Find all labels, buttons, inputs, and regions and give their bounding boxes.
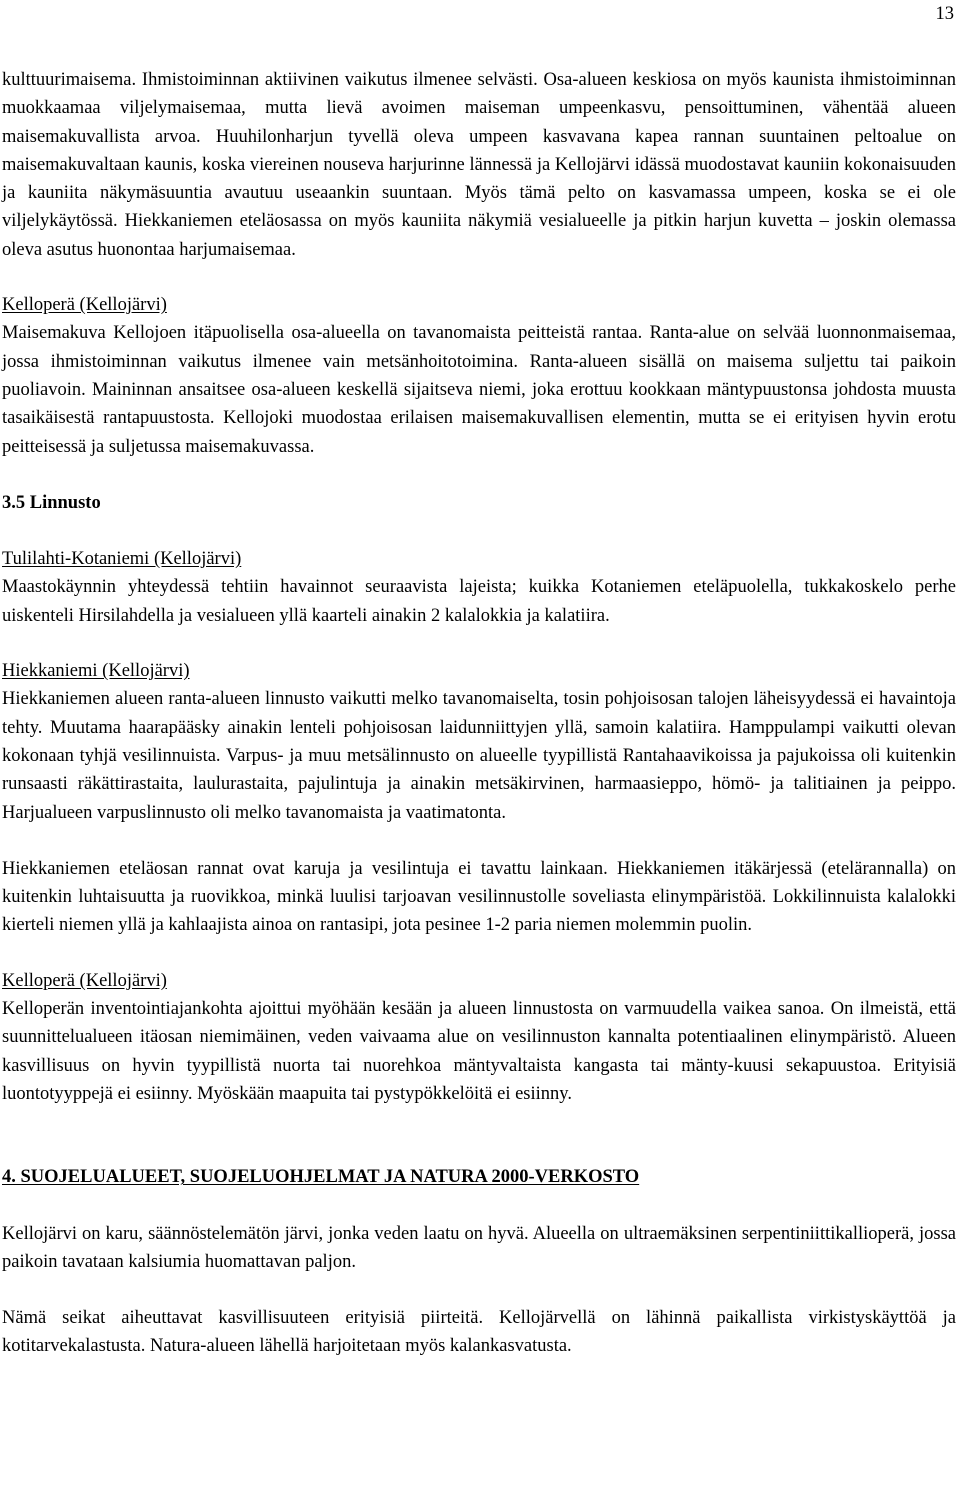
subheading-tulilahti-kotaniemi: Tulilahti-Kotaniemi (Kellojärvi) [2,549,242,570]
paragraph-landscape-kellopera: Maisemakuva Kellojoen itäpuolisella osa-alueella on tavanomaista peitteistä rantaa. Ranta-alue on selvää luonnonmaisemaa, jossa ihmistoiminnan vaikutus ilmenee vain metsänhoitotoimina. Ranta-alueen sisällä on maisema suljettu tai paikoin puoliavoin. Maininnan ansaitsee osa-alueen keskellä sijaitseva niemi, joka erottuu kookkaan mäntypuustonsa johdosta muusta tasaikäisestä rantapuustosta. Kellojoki muodostaa erilaisen maisemakuvallisen elementin, mutta se ei erityisen hyvin erotu peitteisessä ja suljetussa maisemakuvassa. [2,323,956,457]
paragraph-kellojarvi-description: Kellojärvi on karu, säännöstelemätön järvi, jonka veden laatu on hyvä. Alueella on ultraemäksinen serpentiniittikallioperä, jossa paikoin tavataan kalsiumia huomattavan paljon. [2,1223,956,1272]
subheading-kellopera-landscape: Kelloperä (Kellojärvi) [2,295,167,316]
paragraph-birds-tulilahti: Maastokäynnin yhteydessä tehtiin havainnot seuraavista lajeista; kuikka Kotaniemen eteläpuolella, tukkakoskelo perhe uiskenteli Hirsilahdella ja vesialueen yllä kaarteli ainakin 2 kalalokkia ja kalatiira. [2,577,956,626]
subheading-hiekkaniemi: Hiekkaniemi (Kellojärvi) [2,661,190,682]
paragraph-landscape-hiekkaniemi: kulttuurimaisema. Ihmistoiminnan aktiivinen vaikutus ilmenee selvästi. Osa-alueen keskiosa on myös kaunista ihmistoiminnan muokkaamaa viljelymaisemaa, mutta lievä avoimen maiseman umpeenkasvu, pensoittuminen, vähentää alueen maisemakuvallista arvoa. Huuhilonharjun tyvellä oleva umpeen kasvavana kapea rannan suuntainen peltoalue on maisemakuvaltaan kaunis, koska viereinen nouseva harjurinne lännessä ja Kellojärvi idässä muodostavat kauniin kokonaisuuden ja kauniita näkymäsuuntia avautuu useaankin suuntaan. Myös tämä pelto on kasvamassa umpeen, koska se ei ole viljelykäytössä. Hiekkaniemen eteläosassa on myös kauniita näkymiä vesialueelle ja pitkin harjun kuvetta – joskin olemassa oleva asutus huonontaa harjumaisemaa. [2,70,956,260]
chapter-heading-protected-areas: 4. SUOJELUALUEET, SUOJELUOHJELMAT JA NATURA 2000-VERKOSTO [2,1167,640,1188]
paragraph-birds-hiekkaniemi: Hiekkaniemen alueen ranta-alueen linnusto vaikutti melko tavanomaiselta, tosin pohjoisosan talojen läheisyydessä ei havaintoja tehty. Muutama haarapääsky ainakin lenteli pohjoisosan laidunniittyjen yllä, samoin kalatiira. Hamppulampi vaikutti olevan kokonaan tyhjä vesilinnuista. Varpus- ja muu metsälinnusto on alueelle tyypillistä Rantahaavikoissa ja pajukoissa oli kuitenkin runsaasti räkättirastaita, laulurastaita, pajulintuja ja ainakin metsäkirvinen, harmaasieppo, hömö- ja talitiainen ja peippo. Harjualueen varpuslinnusto oli melko tavanomaista ja vaatimatonta. [2,689,956,823]
document-body [2,66,956,1361]
subheading-kellopera-birds: Kelloperä (Kellojärvi) [2,970,167,991]
page-number: 13 [935,4,954,24]
paragraph-kellojarvi-usage: Nämä seikat aiheuttavat kasvillisuuteen erityisiä piirteitä. Kellojärvellä on lähinnä paikallista virkistyskäyttöä ja kotitarvekalastusta. Natura-alueen lähellä harjoitetaan myös kalankasvatusta. [2,1308,956,1357]
section-heading-linnusto: 3.5 Linnusto [2,492,101,513]
paragraph-birds-kellopera: Kelloperän inventointiajankohta ajoittui myöhään kesään ja alueen linnustosta on varmuudella vaikea sanoa. On ilmeistä, että suunnittelualueen itäosan niemimäinen, veden vaivaama alue on vesilinnuston kannalta potentiaalinen elinympäristö. Alueen kasvillisuus on hyvin tyypillistä nuorta tai nuorehkoa mäntyvaltaista kangasta tai mänty-kuusi sekapuustoa. Erityisiä luontotyyppejä ei esiinny. Myöskään maapuita tai pystypökkelöitä ei esiinny. [2,999,956,1104]
paragraph-birds-hiekkaniemi-south: Hiekkaniemen eteläosan rannat ovat karuja ja vesilintuja ei tavattu lainkaan. Hiekkaniemen itäkärjessä (etelärannalla) on kuitenkin luhtaisuutta ja ruovikkoa, minkä luulisi tarjoavan vesilinnustolle soveliasta elinympäristöä. Lokkilinnuista kalalokki kierteli niemen yllä ja kahlaajista ainoa on rantasipi, jota pesinee 1-2 paria niemen molemmin puolin. [2,858,956,936]
